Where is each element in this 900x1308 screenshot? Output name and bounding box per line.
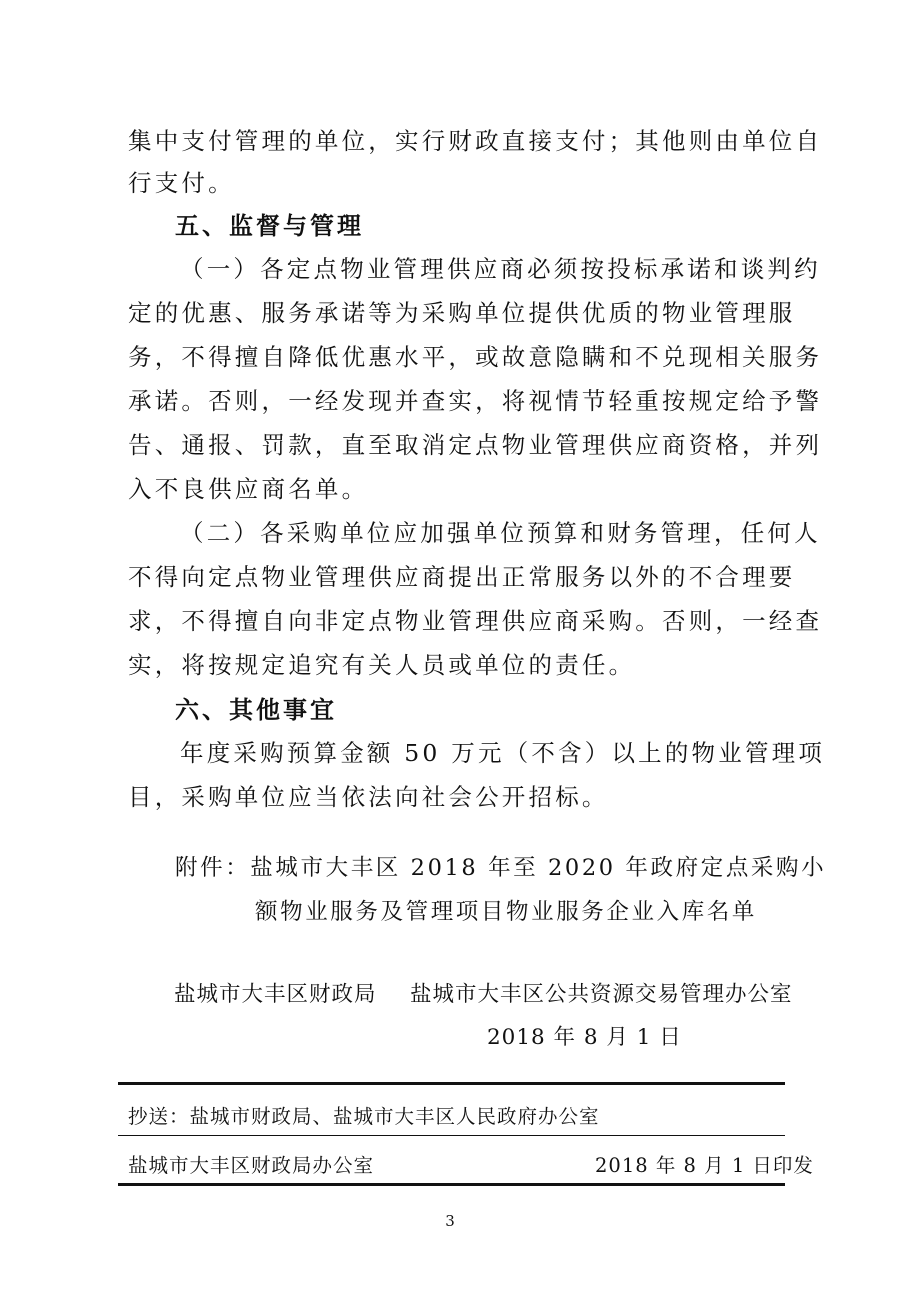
signature-org-resources: 盐城市大丰区公共资源交易管理办公室	[410, 982, 793, 1007]
footer-middle-rule	[118, 1135, 785, 1136]
body-line: 集中支付管理的单位，实行财政直接支付；其他则由单位自	[128, 127, 823, 155]
section-heading-other: 六、其他事宜	[175, 696, 337, 724]
signature-date: 2018 年 8 月 1 日	[487, 1025, 682, 1050]
page-number: 3	[445, 1212, 455, 1230]
footer-top-rule	[118, 1082, 785, 1085]
body-line: 入不良供应商名单。	[128, 475, 369, 503]
cc-line: 抄送：盐城市财政局、盐城市大丰区人民政府办公室	[128, 1105, 600, 1128]
issuer-office: 盐城市大丰区财政局办公室	[128, 1154, 375, 1177]
body-line: （一）各定点物业管理供应商必须按投标承诺和谈判约	[180, 255, 821, 283]
body-line: （二）各采购单位应加强单位预算和财务管理，任何人	[180, 519, 821, 547]
body-line: 告、通报、罚款，直至取消定点物业管理供应商资格，并列	[128, 431, 823, 459]
signature-org-finance: 盐城市大丰区财政局	[174, 982, 377, 1007]
body-line: 目，采购单位应当依法向社会公开招标。	[128, 783, 609, 811]
section-heading-supervision: 五、监督与管理	[175, 212, 364, 240]
attachment-line-1: 附件：盐城市大丰区 2018 年至 2020 年政府定点采购小	[175, 855, 827, 881]
body-line: 不得向定点物业管理供应商提出正常服务以外的不合理要	[128, 563, 796, 591]
body-line: 年度采购预算金额 50 万元（不含）以上的物业管理项	[180, 739, 826, 767]
body-line: 承诺。否则，一经发现并查实，将视情节轻重按规定给予警	[128, 387, 823, 415]
body-line: 求，不得擅自向非定点物业管理供应商采购。否则，一经查	[128, 607, 823, 635]
body-line: 定的优惠、服务承诺等为采购单位提供优质的物业管理服	[128, 299, 796, 327]
body-line: 务，不得擅自降低优惠水平，或故意隐瞒和不兑现相关服务	[128, 343, 823, 371]
footer-bottom-rule	[118, 1183, 785, 1186]
attachment-line-2: 额物业服务及管理项目物业服务企业入库名单	[255, 899, 758, 925]
body-line: 实，将按规定追究有关人员或单位的责任。	[128, 651, 636, 679]
issue-date: 2018 年 8 月 1 日印发	[595, 1154, 814, 1177]
body-line: 行支付。	[128, 169, 235, 197]
